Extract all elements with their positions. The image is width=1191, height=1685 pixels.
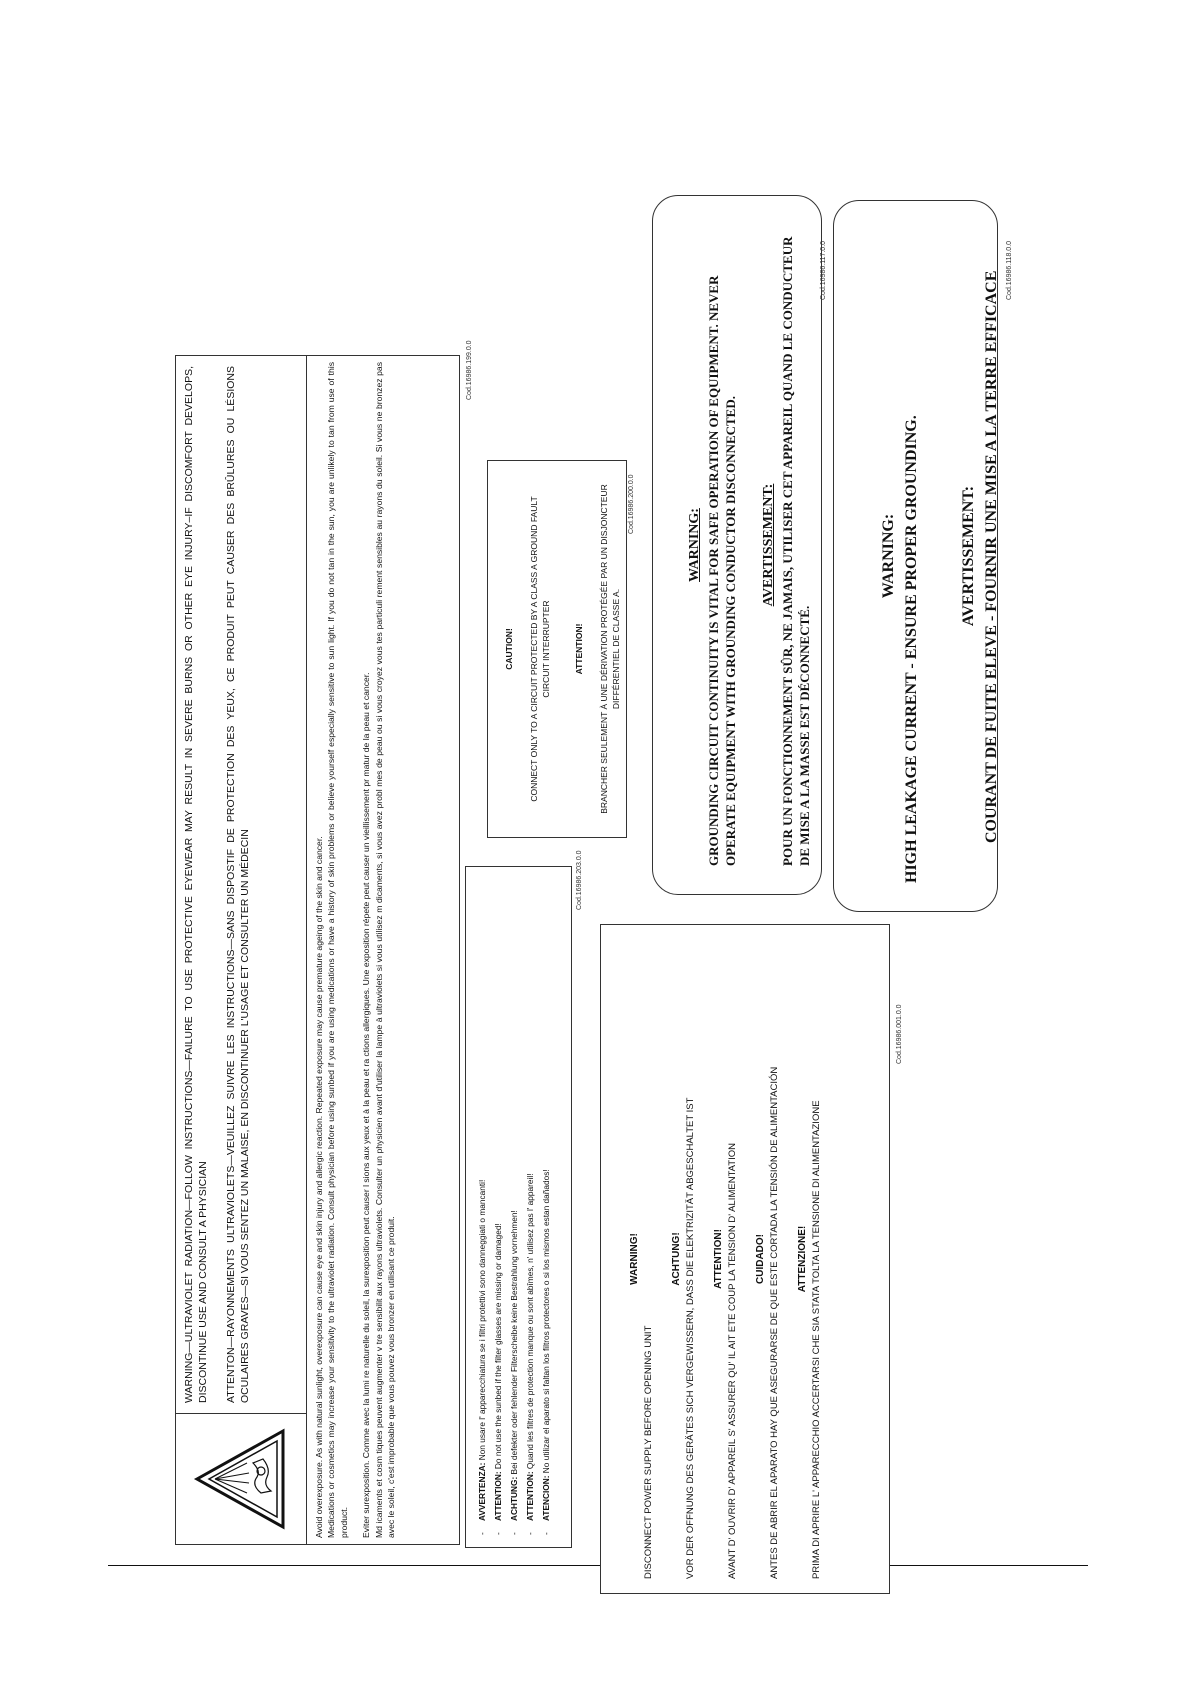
eyewear-line-es: - ATENCION: No utilizar el aparato si faltan los filtros protectores o si los mismos estan dañados! — [538, 871, 554, 1521]
caution-text-fr: BRANCHER SEULEMENT À UNE DÉRIVATION PROTÉGÉE PAR UN DISJONCTEUR DIFFÉRENTIEL DE CLASSE A. — [599, 484, 621, 814]
uv-warning-label — [175, 355, 460, 1545]
caution-title-en: CAUTION! — [504, 628, 514, 670]
uv-fr-para-2: Md icaments et cosm tiques peuvent augmenter v tre sensibilit aux rayons ultraviolets. Consulter un physicien avant d'utiliser la lampe à ultraviolets si vous utilisez m dicaments, si vous avez probl mes de peau ou si vous croyez vous tes particuli rement sensibles au rayons du soleil. Si vous ne bronzez pas avec le soleil, c'est improbable que vous pouvez vous bronzer en utilisant ce produit. — [373, 362, 397, 1538]
warning-triangle-icon — [176, 1413, 306, 1544]
grounding-heading-en: WARNING: — [687, 508, 702, 582]
leakage-heading-en: WARNING: — [880, 513, 897, 599]
eyewear-line-de: - ACHTUNG: Bei defekter oder fehlender Filterscheibe keine Bestrahlung vornehmen! — [506, 871, 522, 1521]
uv-label-code: Cod.16986.199.0.0 — [466, 340, 473, 400]
leakage-text-fr: COURANT DE FUITE ELEVE - FOURNIR UNE MISE A LA TERRE EFFICACE — [983, 270, 1000, 843]
caution-title-fr: ATTENTION! — [574, 623, 584, 675]
caution-gfci-label — [487, 460, 627, 838]
page-bottom-rule — [108, 1565, 1088, 1566]
uv-warning-text — [176, 356, 306, 1413]
leakage-text-en: HIGH LEAKAGE CURRENT - ENSURE PROPER GROUNDING. — [903, 415, 920, 883]
disconnect-block-fr: ATTENTION! AVANT D' OUVRIR D' APPAREIL S' ASSURER QU' IL AIT ETE COUP LA TENSION D' ALIMENTATION — [713, 1143, 738, 1579]
caution-text-en: CONNECT ONLY TO A CIRCUIT PROTECTED BY A CLASS A GROUND FAULT CIRCUIT INTERRUPTER — [529, 496, 551, 802]
grounding-text-fr: POUR UN FONCTIONNEMENT SÛR, NE JAMAIS, UTILISER CET APPAREIL QUAND LE CONDUCTEUR DE MISE A LA MASSE EST DÉCONNECTÉ. — [780, 236, 812, 866]
eyewear-warning-label — [465, 866, 572, 1548]
eyewear-line-it: - AVVERTENZA: Non usare l' apparecchiatura se i filtri protettivi sono danneggiati o mancanti! — [474, 871, 490, 1521]
eyewear-line-fr: - ATTENTION: Quand les filtres de protection manque ou sont abîmes, n' utilisez pas l' appareil! — [522, 871, 538, 1521]
disconnect-block-en: WARNING! DISCONNECT POWER SUPPLY BEFORE OPENING UNIT — [629, 1233, 654, 1579]
uv-warning-en: WARNING—ULTRAVIOLET RADIATION—FOLLOW INSTRUCTIONS—FAILURE TO USE PROTECTIVE EYEWEAR MAY RESULT IN SEVERE BURNS OR OTHER EYE INJURY–IF DISCOMFORT DEVELOPS, DISCONTINUE USE AND CONSULT A PHYSICIAN — [183, 366, 209, 1403]
uv-fr-para-1: Eviter surexposition. Comme avec la lumi re naturelle du soleil, la surexposition peut causer l sions aux yeux et à la peau et ra ctions allergiques. Une exposition répete peut causer un vieillissement pr matur de la peau et cancer. — [361, 672, 372, 1538]
grounding-warning-label — [652, 195, 822, 895]
uv-header-row — [176, 356, 307, 1544]
uv-en-para-2: Medications or cosmetics may increase your sensitivity to the ultraviolet radiation. Consult physician before using sunbed if you are using medications or have a history of skin problems or believe yourself especially sensitive to sun light. If you do not tan in the sun, you are unlikely to tan from use of this product. — [326, 362, 349, 1538]
disconnect-block-de: ACHTUNG! VOR DER OFFNUNG DES GERÄTES SICH VERGEWISSERN, DASS DIE ELEKTRIZITÄT ABGESCHALTET IST — [671, 1097, 696, 1579]
eyewear-warning-list — [466, 867, 558, 1547]
leakage-warning-label — [833, 200, 998, 912]
leakage-label-code: Cod.16986.118.0.0 — [1006, 240, 1013, 300]
caution-label-code: Cod.16986.200.0.0 — [628, 474, 635, 534]
eyewear-line-en: - ATTENTION: Do not use the sunbed if the filter glasses are missing or damaged! — [490, 871, 506, 1521]
disconnect-warning-label — [600, 924, 890, 1594]
disconnect-block-it: ATTENZIONE! PRIMA DI APRIRE L' APPARECCHIO ACCERTARSI CHE SIA STATA TOLTA LA TENSIONE DI ALIMENTAZIONE — [797, 1100, 822, 1579]
disconnect-label-code: Cod.16986.001.0.0 — [896, 1004, 903, 1064]
grounding-label-code: Cod.16986.117.0.0 — [820, 240, 827, 300]
uv-instructions — [307, 356, 413, 1544]
grounding-heading-fr: AVERTISSEMENT: — [761, 483, 776, 607]
eyewear-label-code: Cod.16986.203.0.0 — [576, 850, 583, 910]
leakage-heading-fr: AVERTISSEMENT: — [960, 485, 977, 627]
uv-en-para-1: Avoid overexposure. As with natural sunlight, overexposure can cause eye and skin injury and allergic reaction. Repeated exposure may cause premature ageing of the skin and cancer. — [314, 836, 324, 1538]
grounding-text-en: GROUNDING CIRCUIT CONTINUITY IS VITAL FOR SAFE OPERATION OF EQUIPMENT. NEVER OPERATE EQUIPMENT WITH GROUNDING CONDUCTOR DISCONNECTED. — [706, 275, 738, 866]
uv-warning-fr: ATTENTON—RAYONNEMENTS ULTRAVIOLETS—VEUILLEZ SUIVRE LES INSTRUCTIONS—SANS DISPOSTIF DE PROTECTION DES YEUX, CE PRODUIT PEUT CAUSER DES BRÛLURES OU LÉSIONS OCULAIRES GRAVES—SI VOUS SENTEZ UN MALAISE, EN DISCONTINUER L'USAGE ET CONSULTER UN MÉDECIN — [225, 366, 251, 1403]
disconnect-block-es: CUIDADO! ANTES DE ABRIR EL APARATO HAY QUE ASEGURARSE DE QUE ESTE CORTADA LA TENSIÓN DE ALIMENTACIÓN — [755, 1066, 780, 1579]
